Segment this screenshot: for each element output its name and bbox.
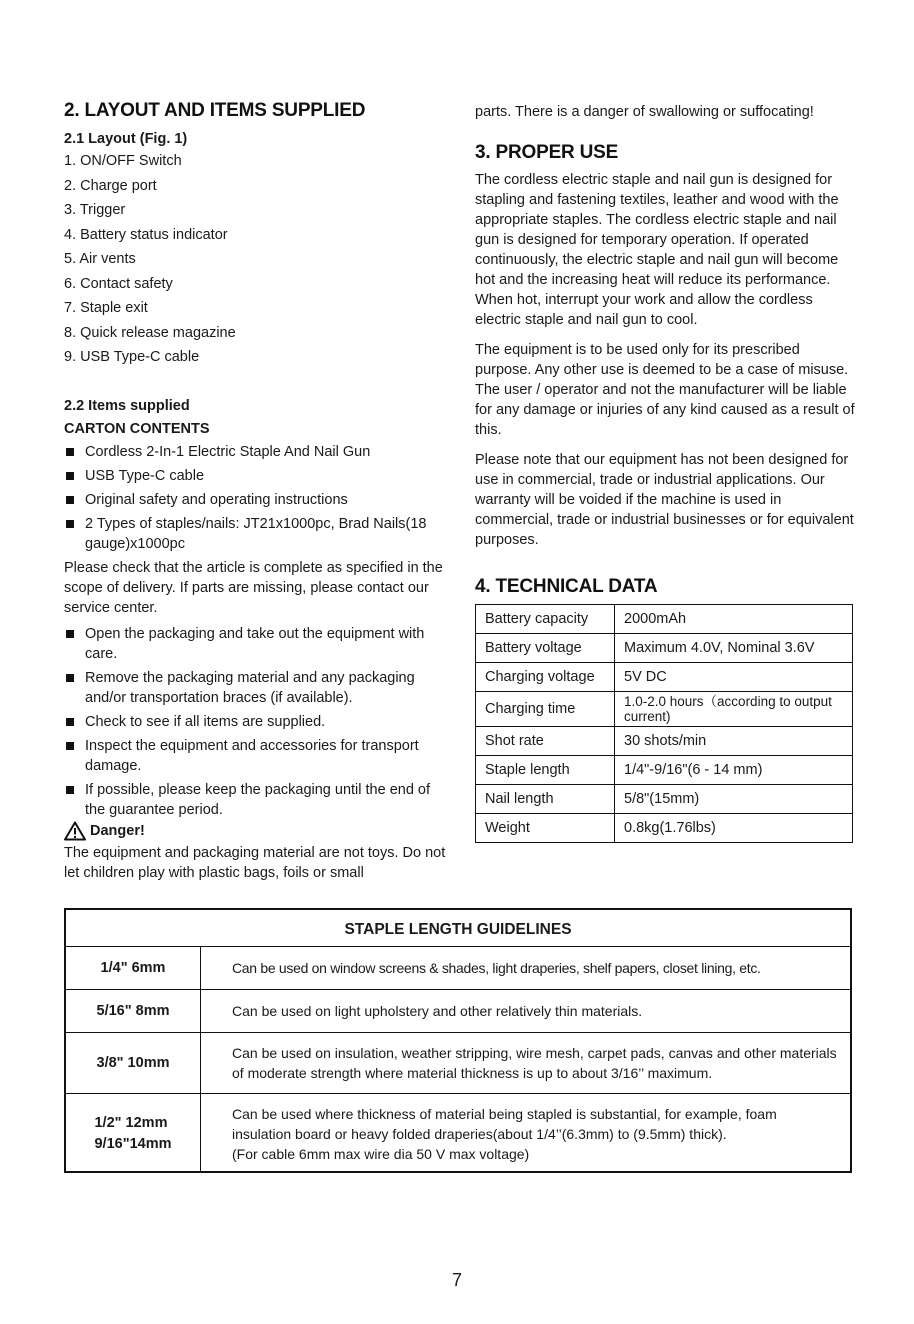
list-item: Remove the packaging material and any packaging and/or transportation braces (if available). bbox=[64, 668, 446, 708]
spec-key: Nail length bbox=[476, 785, 615, 814]
staple-use: Can be used on insulation, weather stripping, wire mesh, carpet pads, canvas and other materials of moderate strength where material thickness is up to about 3/16’’ maximum. bbox=[232, 1045, 837, 1081]
table-row bbox=[476, 605, 853, 634]
section-title-technical-data: 4. TECHNICAL DATA bbox=[475, 576, 658, 597]
layout-item: 5. Air vents bbox=[64, 251, 136, 267]
check-paragraph: Please check that the article is complete as specified in the scope of delivery. If parts are missing, please contact our service center. bbox=[64, 559, 443, 616]
proper-use-paragraph: The cordless electric staple and nail gun is designed for stapling and fastening textiles, leather and wood with the appropriate staples. The cordless electric staple and nail gun is designed for temporary operation. If operated continuously, the electric staple and nail gun will become hot and the increasing heat will reduce its performance. When hot, interrupt your work and allow the cordless electric staple and nail gun to cool. bbox=[475, 172, 839, 328]
layout-item: 4. Battery status indicator bbox=[64, 226, 228, 243]
staple-size: 5/16" 8mm bbox=[66, 990, 201, 1032]
spec-key: Weight bbox=[476, 814, 615, 843]
spec-value: 5/8"(15mm) bbox=[615, 785, 853, 814]
danger-label: Danger! bbox=[90, 822, 145, 839]
list-item: Check to see if all items are supplied. bbox=[64, 712, 446, 732]
items-heading: 2.2 Items supplied bbox=[64, 397, 190, 414]
staple-size: 1/2" 12mm 9/16"14mm bbox=[66, 1094, 201, 1173]
layout-item: 7. Staple exit bbox=[64, 300, 148, 316]
table-row bbox=[476, 814, 853, 843]
table-row bbox=[66, 990, 850, 1033]
table-row bbox=[66, 947, 850, 990]
spec-value: 5V DC bbox=[615, 663, 853, 692]
layout-item: 6. Contact safety bbox=[64, 275, 173, 292]
technical-data-table bbox=[475, 604, 853, 843]
table-row bbox=[476, 785, 853, 814]
spec-value: 0.8kg(1.76lbs) bbox=[615, 814, 853, 843]
staple-use: Can be used on window screens & shades, light draperies, shelf papers, closet lining, etc. bbox=[232, 960, 761, 976]
warning-icon bbox=[64, 821, 86, 841]
spec-key: Shot rate bbox=[476, 727, 615, 756]
spec-key: Charging voltage bbox=[476, 663, 615, 692]
list-item: Open the packaging and take out the equipment with care. bbox=[64, 624, 446, 664]
guidelines-title: STAPLE LENGTH GUIDELINES bbox=[66, 910, 850, 947]
continued-paragraph: parts. There is a danger of swallowing or suffocating! bbox=[475, 104, 814, 120]
list-item: If possible, please keep the packaging until the end of the guarantee period. bbox=[64, 780, 446, 820]
staple-length-guidelines-table bbox=[64, 908, 852, 1173]
list-item: Original safety and operating instructions bbox=[64, 490, 446, 510]
spec-key: Battery capacity bbox=[476, 605, 615, 634]
table-row bbox=[476, 634, 853, 663]
spec-key: Staple length bbox=[476, 756, 615, 785]
layout-item: 2. Charge port bbox=[64, 177, 157, 194]
right-column bbox=[475, 100, 855, 843]
table-row bbox=[476, 663, 853, 692]
danger-paragraph: The equipment and packaging material are not toys. Do not let children play with plastic bags, foils or small bbox=[64, 844, 446, 881]
staple-size: 1/4" 6mm bbox=[66, 947, 201, 989]
left-column bbox=[64, 100, 446, 883]
table-row bbox=[66, 1033, 850, 1094]
staple-use: Can be used on light upholstery and other relatively thin materials. bbox=[232, 1003, 643, 1019]
spec-key: Battery voltage bbox=[476, 634, 615, 663]
spec-value: 1.0-2.0 hours（according to output current) bbox=[615, 692, 853, 727]
steps-list bbox=[64, 624, 446, 820]
table-row bbox=[476, 756, 853, 785]
layout-item: 9. USB Type-C cable bbox=[64, 349, 200, 365]
table-row bbox=[66, 1094, 850, 1173]
layout-item: 1. ON/OFF Switch bbox=[64, 153, 182, 169]
carton-heading: CARTON CONTENTS bbox=[64, 420, 210, 437]
layout-heading: 2.1 Layout (Fig. 1) bbox=[64, 131, 188, 147]
staple-size: 3/8" 10mm bbox=[66, 1033, 201, 1093]
list-item: Inspect the equipment and accessories for transport damage. bbox=[64, 736, 446, 776]
danger-heading bbox=[64, 820, 446, 842]
spec-key: Charging time bbox=[476, 692, 615, 727]
table-row bbox=[476, 692, 853, 727]
proper-use-paragraph: Please note that our equipment has not been designed for use in commercial, trade or industrial applications. Our warranty will be voided if the machine is used in commercial, trade or industrial businesses or for equivalent purposes. bbox=[475, 452, 854, 548]
table-row bbox=[476, 727, 853, 756]
staple-use: Can be used where thickness of material being stapled is substantial, for example, foam insulation board or heavy folded draperies(about 1/4’’(6.3mm) to (9.5mm) thick). (For cable 6mm max wire dia 50 V max voltage) bbox=[232, 1105, 777, 1162]
spec-value: 30 shots/min bbox=[615, 727, 853, 756]
spec-value: 2000mAh bbox=[615, 605, 853, 634]
layout-list bbox=[64, 149, 446, 370]
page-number: 7 bbox=[451, 1270, 462, 1290]
list-item: USB Type-C cable bbox=[64, 466, 446, 486]
list-item: Cordless 2-In-1 Electric Staple And Nail Gun bbox=[64, 442, 446, 462]
spec-value: 1/4"-9/16"(6 - 14 mm) bbox=[615, 756, 853, 785]
layout-item: 8. Quick release magazine bbox=[64, 324, 236, 341]
spec-value: Maximum 4.0V, Nominal 3.6V bbox=[615, 634, 853, 663]
carton-list bbox=[64, 442, 446, 554]
section-title-proper-use: 3. PROPER USE bbox=[475, 142, 619, 163]
section-title-layout: 2. LAYOUT AND ITEMS SUPPLIED bbox=[64, 100, 366, 121]
list-item: 2 Types of staples/nails: JT21x1000pc, Brad Nails(18 gauge)x1000pc bbox=[64, 514, 446, 554]
proper-use-paragraph: The equipment is to be used only for its prescribed purpose. Any other use is deemed to be a case of misuse. The user / operator and not the manufacturer will be liable for any damage or injuries of any kind caused as a result of this. bbox=[475, 342, 855, 438]
layout-item: 3. Trigger bbox=[64, 202, 126, 218]
